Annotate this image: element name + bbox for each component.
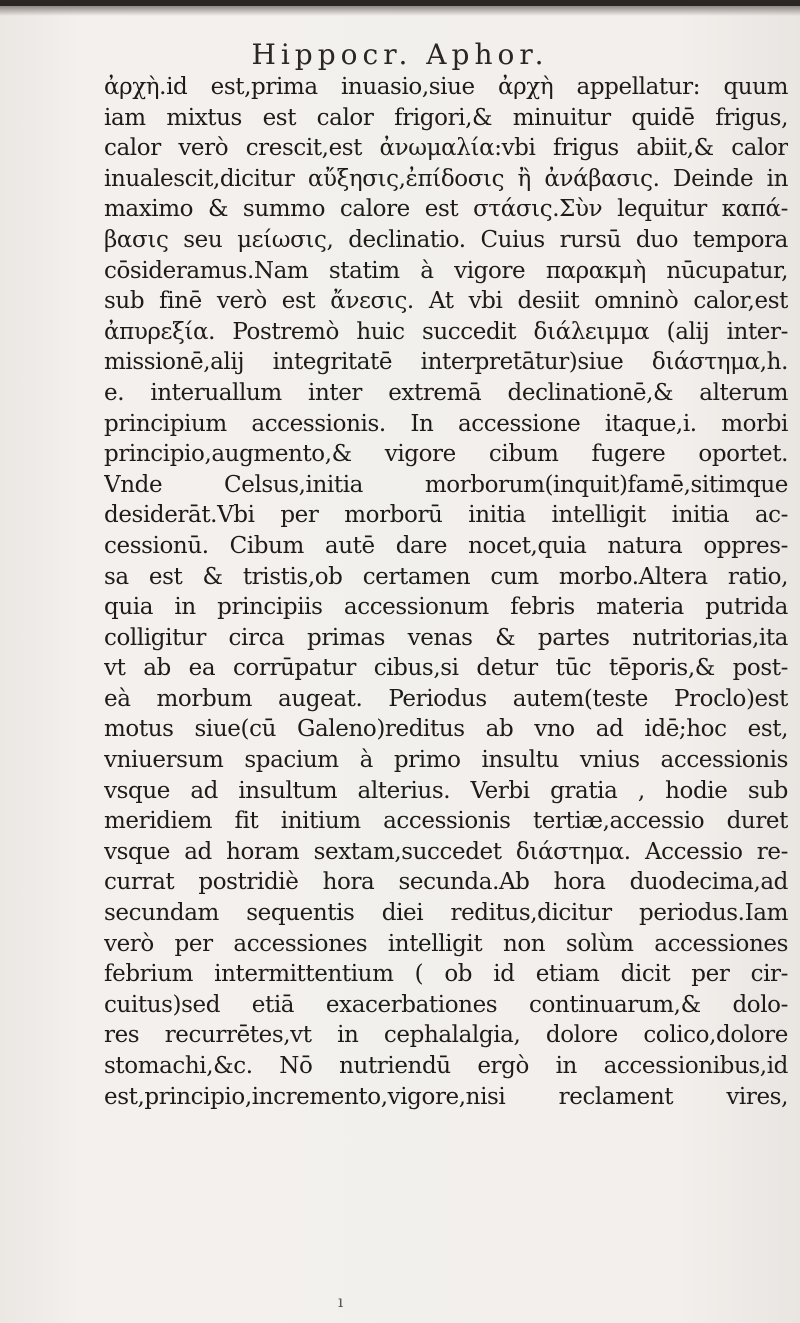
text-line: currat postridiè hora secunda.Ab hora duodecima,ad xyxy=(104,869,788,896)
text-line: cuitus)sed etiā exacerbationes continuarum,& dolo- xyxy=(104,991,788,1018)
text-line: meridiem fit initium accessionis tertiæ,accessio duret xyxy=(104,808,788,835)
text-line: iam mixtus est calor frigori,& minuitur quidē frigus, xyxy=(104,104,788,131)
text-line: βασις seu μείωσις, declinatio. Cuius rursū duo tempora xyxy=(104,226,788,253)
text-line: e. interuallum inter extremā declinationē,& alterum xyxy=(104,379,788,406)
text-line: inualescit,dicitur αὔξησις,ἐπίδοσις ἢ ἀνάβασις. Deinde in xyxy=(104,165,788,192)
text-line: quia in principiis accessionum febris materia putrida xyxy=(104,594,788,621)
running-head: Hippocr. Aphor. xyxy=(251,38,549,71)
text-line: maximo & summo calore est στάσις.Σὺν lequitur καπά- xyxy=(104,196,788,223)
body-text xyxy=(104,72,788,1112)
text-line: est,principio,incremento,vigore,nisi reclament vires, xyxy=(104,1083,788,1110)
text-line: sa est & tristis,ob certamen cum morbo.Altera ratio, xyxy=(104,563,788,590)
text-line: secundam sequentis diei reditus,dicitur periodus.Iam xyxy=(104,900,788,927)
text-line: vt ab ea corrūpatur cibus,si detur tūc tēporis,& post- xyxy=(104,655,788,682)
text-line: res recurrētes,vt in cephalalgia, dolore colico,dolore xyxy=(104,1022,788,1049)
text-line: desiderāt.Vbi per morborū initia intelligit initia ac- xyxy=(104,502,788,529)
text-line: Vnde Celsus,initia morborum(inquit)famē,sitimque xyxy=(104,471,788,498)
text-line: motus siue(cū Galeno)reditus ab vno ad idē;hoc est, xyxy=(104,716,788,743)
text-line: cōsideramus.Nam statim à vigore παρακμὴ nūcupatur, xyxy=(104,257,788,284)
text-line: verò per accessiones intelligit non solùm accessiones xyxy=(104,930,788,957)
text-line: vsque ad horam sextam,succedet διάστημα. Accessio re- xyxy=(104,838,788,865)
text-line: vsque ad insultum alterius. Verbi gratia , hodie sub xyxy=(104,777,788,804)
text-line: stomachi,&c. Nō nutriendū ergò in accessionibus,id xyxy=(104,1053,788,1079)
text-line: colligitur circa primas venas & partes nutritorias,ita xyxy=(104,624,788,651)
text-line: principium accessionis. In accessione itaque,i. morbi xyxy=(104,410,788,437)
text-line: missionē,alij integritatē interpretātur)siue διάστημα,h. xyxy=(104,349,788,376)
text-line: febrium intermittentium ( ob id etiam dicit per cir- xyxy=(104,961,788,988)
text-line: vniuersum spacium à primo insultu vnius accessionis xyxy=(104,747,788,774)
text-line: calor verò crescit,est ἀνωμαλία:vbi frigus abiit,& calor xyxy=(104,135,788,162)
text-line: ἀπυρεξία. Postremò huic succedit διάλειμμα (alij inter- xyxy=(104,318,788,345)
page-edge-mark: ı xyxy=(338,1292,344,1311)
text-line: ἀρχὴ.id est,prima inuasio,siue ἀρχὴ appellatur: quum xyxy=(104,74,788,100)
text-line: principio,augmento,& vigore cibum fugere oportet. xyxy=(104,441,788,468)
text-line: sub finē verò est ἄνεσις. At vbi desiit omninò calor,est xyxy=(104,288,788,315)
text-line: eà morbum augeat. Periodus autem(teste Proclo)est xyxy=(104,685,788,712)
page-top-shadow xyxy=(0,6,800,16)
text-line: cessionū. Cibum autē dare nocet,quia natura oppres- xyxy=(104,532,788,559)
